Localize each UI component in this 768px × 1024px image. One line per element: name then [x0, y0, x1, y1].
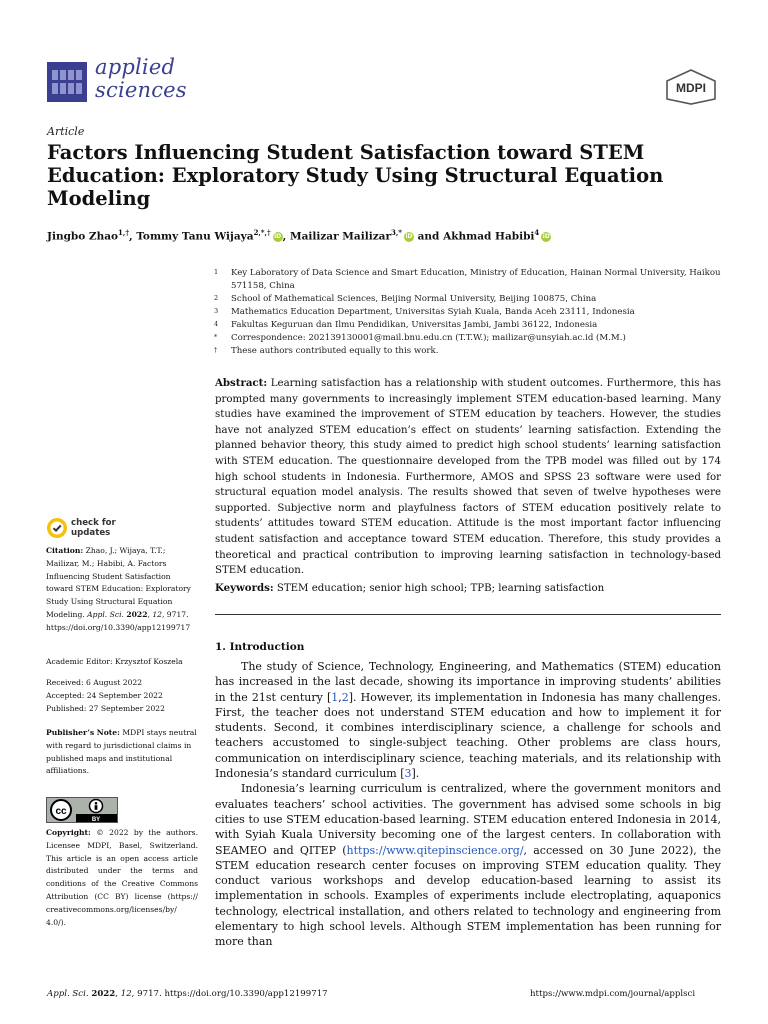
published-date: Published: 27 September 2022 [46, 703, 165, 713]
check-updates-icon [46, 517, 68, 539]
citation-link[interactable]: 1 [331, 690, 339, 704]
paragraph: Indonesia’s learning curriculum is centralized, where the government monitors and evaluates teachers’ school activities. The government has advised some schools in big cities to use STEM education-based learning. STEM education entered Indonesia in 2014, with Syiah Kuala University becoming one of the largest centers. In collaboration with SEAMEO and QITEP (https://www.qitepinscience.org/, accessed on 30 June 2022), the STEM education research center focuses on improving STEM education quality. They conduct various workshops and develop education-based learning to assist its implementation in schools. Examples of experiments include electroplating, aquaponics technology, electrical installation, and others related to technology and engineering from elementary to high school levels. Although STEM implementation has been running for more than [215, 782, 722, 949]
author-name[interactable]: Mailizar Mailizar [289, 230, 391, 243]
affiliation-item: 4 Fakultas Keguruan dan Ilmu Pendidikan, Universitas Jambi, Jambi 36122, Indonesia [214, 320, 598, 330]
affiliation-item: 2 School of Mathematical Sciences, Beijing Normal University, Beijing 100875, China [214, 294, 597, 304]
cc-by-license-icon[interactable] [46, 797, 118, 823]
footer-citation: Appl. Sci. 2022, 12, 9717. https://doi.org/10.3390/app12199717 [47, 989, 328, 999]
affiliation-item: 3 Mathematics Education Department, Universitas Syiah Kuala, Banda Aceh 23111, Indonesia [214, 307, 635, 317]
external-link[interactable]: https://www.qitepinscience.org/ [346, 843, 524, 857]
journal-url-link[interactable]: https://www.mdpi.com/journal/applsci [530, 989, 696, 999]
body-text [215, 659, 721, 950]
page-title: Factors Influencing Student Satisfaction toward STEM Education: Exploratory Study Using Structural Equation Modeling [47, 141, 664, 210]
affiliations [214, 267, 724, 358]
citation-link[interactable]: 3 [404, 767, 412, 781]
orcid-icon[interactable]: iD [542, 232, 550, 240]
author-name[interactable]: Jingbo Zhao [47, 230, 119, 243]
orcid-icon[interactable]: iD [274, 232, 282, 240]
svg-text:cc: cc [55, 806, 67, 817]
section-heading: 1. Introduction [215, 641, 305, 653]
mdpi-logo[interactable] [665, 69, 717, 105]
citation-block: Citation: Zhao, J.; Wijaya, T.T.; Mailizar, M.; Habibi, A. Factors Influencing Student Satisfaction toward STEM Education: Exploratory Study Using Structural Equation Modeling. Appl. Sci. 2022, 12, 9717. https://doi.org/10.3390/app12199717 [46, 546, 191, 632]
publisher-note: Publisher’s Note: MDPI stays neutral with regard to jurisdictional claims in published maps and institutional affiliations. [46, 728, 197, 776]
correspondence-item: * Correspondence: 202139130001@mail.bnu.edu.cn (T.T.W.); mailizar@unsyiah.ac.id (M.M.) [214, 333, 626, 343]
equal-contribution-note: † These authors contributed equally to this work. [214, 346, 439, 356]
divider [215, 614, 721, 615]
received-date: Received: 6 August 2022 [46, 678, 143, 687]
check-for-updates-button[interactable] [46, 517, 166, 541]
journal-name: applied sciences [95, 55, 187, 102]
publication-dates [46, 677, 198, 715]
accepted-date: Accepted: 24 September 2022 [46, 690, 163, 700]
abstract-label: Abstract: [215, 377, 268, 389]
journal-emblem-icon [47, 62, 87, 102]
affiliation-item: 1 Key Laboratory of Data Science and Smart Education, Ministry of Education, Hainan Normal University, Haikou 571158, China [214, 268, 721, 291]
keywords [215, 581, 721, 596]
journal-logo[interactable] [47, 55, 247, 108]
author-name[interactable]: Tommy Tanu Wijaya [136, 230, 254, 243]
citation-link[interactable]: 2 [341, 690, 349, 704]
article-type: Article [47, 125, 85, 138]
mdpi-logo-text: MDPI [676, 81, 706, 95]
author-list: Jingbo Zhao$^{1,\dagger}$, Tommy Tanu Wijaya$^{2,*,\dagger}$ iD, Mailizar Mailizar$^{3,*}$ iD and Akhmad Habibi$^4$ iD [47, 228, 550, 243]
paragraph: The study of Science, Technology, Engineering, and Mathematics (STEM) education has increased in the last decade, showing its importance in improving students’ abilities in the 21st century [1,2]. However, its implementation in Indonesia has many challenges. First, the teacher does not understand STEM education and how to implement it for students. Second, it combines interdisciplinary science, a challenge for schools and teachers accustomed to single-subject teaching. Other problems are class hours, communication on interdisciplinary science, teaching materials, and its relationship with Indonesia’s standard curriculum [3]. [215, 660, 721, 781]
cc-badge-text: BY [91, 817, 101, 823]
copyright-notice: Copyright: © 2022 by the authors. Licensee MDPI, Basel, Switzerland. This article is an open access article distributed under the terms and conditions of the Creative Commons Attribution (CC BY) license (https:// creativecommons.org/licenses/by/ 4.0/). [46, 828, 198, 927]
author-name[interactable]: Akhmad Habibi [443, 230, 535, 243]
check-updates-label: check for updates [71, 518, 116, 538]
abstract [215, 376, 721, 579]
abstract-text: Learning satisfaction has a relationship with student outcomes. Furthermore, this has prompted many governments to increasingly implement STEM education-based learning. Many studies have examined the improvement of STEM education by teachers. However, the studies have not analyzed STEM education’s effect on students’ learning satisfaction. Extending the planned behavior theory, this study aimed to predict high school students’ learning satisfaction with STEM education. The questionnaire developed from the TPB model was filled out by 174 high school students in Indonesia. Furthermore, AMOS and SPSS 23 software were used for structural equation model analysis. The results showed that seven of twelve hypotheses were supported. Subjective norm and playfulness factors of STEM education positively relate to students’ attitudes toward STEM education. Attitude is the most important factor influencing student satisfaction and acceptance toward STEM education. Therefore, this study provides a theoretical and practical contribution to improving learning satisfaction in technology-based STEM education. [215, 378, 721, 577]
keywords-label: Keywords: [215, 582, 274, 594]
keywords-text: STEM education; senior high school; TPB; learning satisfaction [276, 583, 605, 594]
academic-editor: Academic Editor: Krzysztof Koszela [46, 657, 183, 666]
orcid-icon[interactable]: iD [405, 232, 413, 240]
